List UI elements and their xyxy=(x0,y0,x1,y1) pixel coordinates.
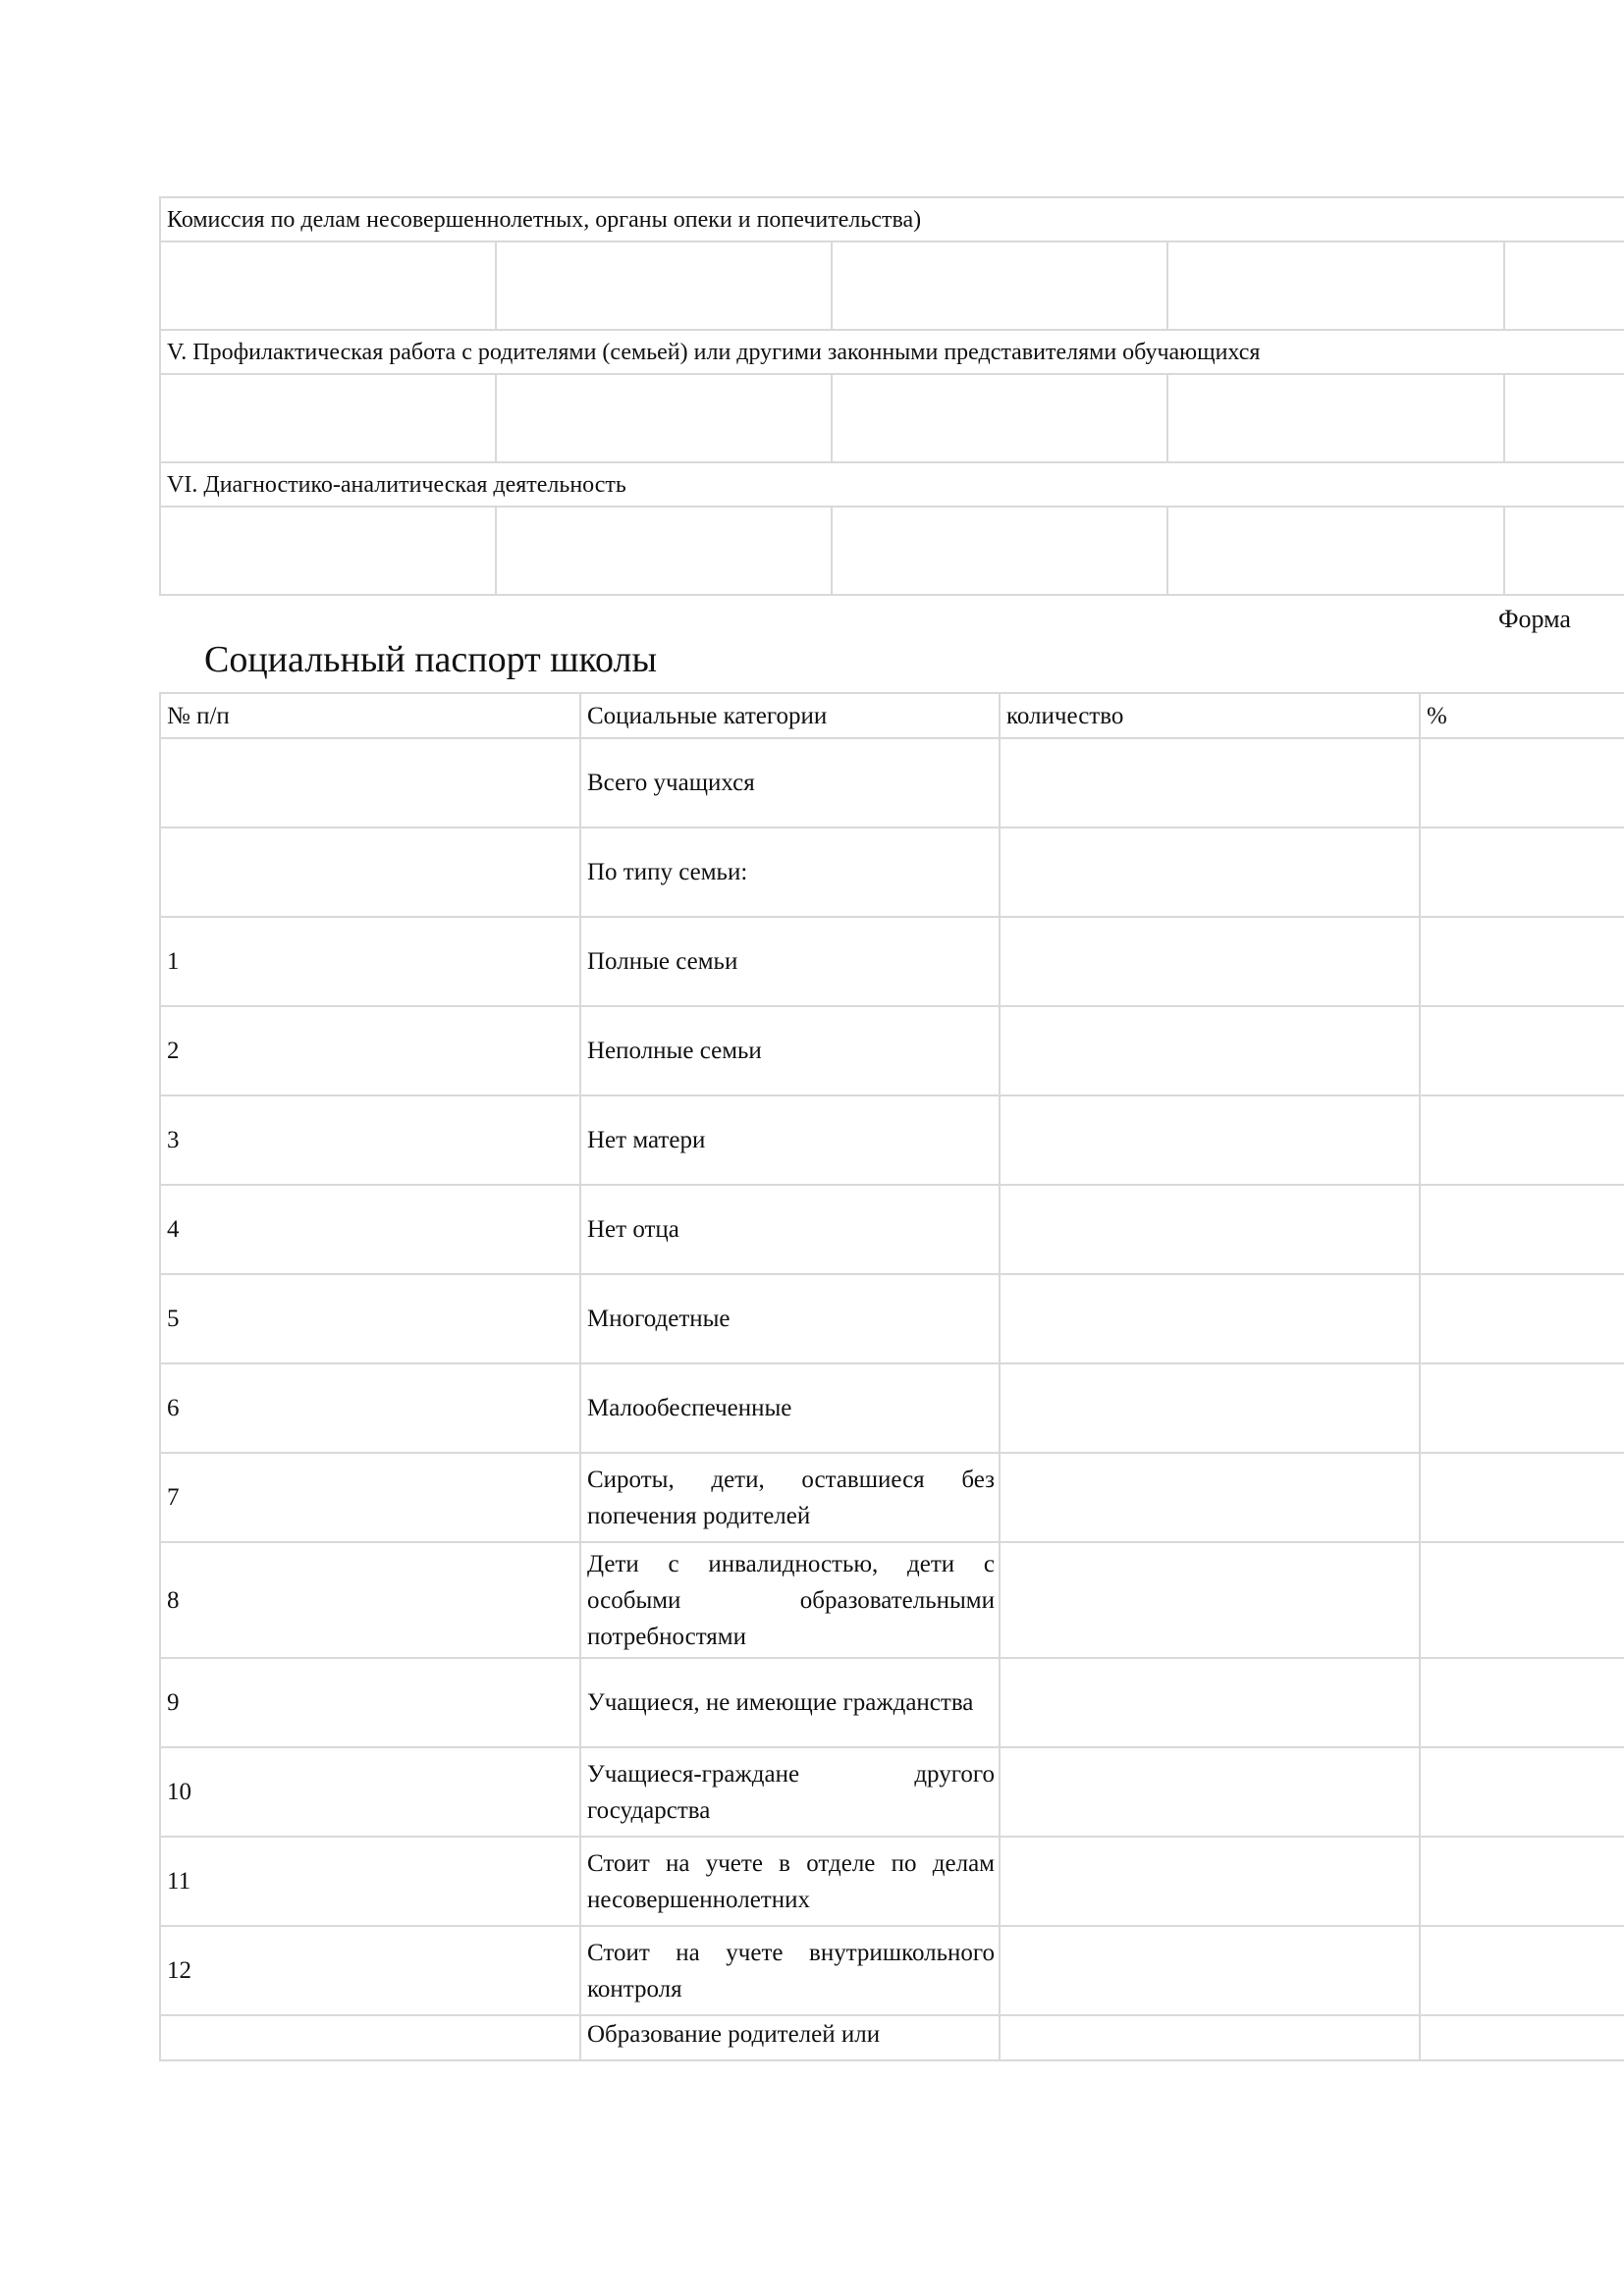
empty-cell xyxy=(160,241,496,330)
percent-cell xyxy=(1420,2015,1624,2060)
row-category: Нет отца xyxy=(580,1185,1000,1274)
table-row xyxy=(160,917,1624,1006)
table-row xyxy=(160,1658,1624,1747)
row-category: Дети с инвалидностью, дети с особыми образовательными потребностями xyxy=(580,1542,1000,1658)
empty-cell xyxy=(1504,374,1624,462)
table-row xyxy=(160,1747,1624,1837)
empty-cell xyxy=(1504,507,1624,595)
table-row xyxy=(160,1453,1624,1542)
percent-cell xyxy=(1420,1185,1624,1274)
social-passport-table xyxy=(159,692,1624,2061)
table-row xyxy=(160,1542,1624,1658)
empty-cell xyxy=(832,507,1167,595)
count-cell xyxy=(1000,1006,1420,1095)
count-cell xyxy=(1000,1747,1420,1837)
row-category: Учащиеся-граждане другого государства xyxy=(580,1747,1000,1837)
percent-cell xyxy=(1420,1006,1624,1095)
empty-cell xyxy=(832,374,1167,462)
empty-cell xyxy=(1167,374,1504,462)
header-category: Социальные категории xyxy=(580,693,1000,738)
percent-cell xyxy=(1420,1837,1624,1926)
percent-cell xyxy=(1420,917,1624,1006)
count-cell xyxy=(1000,1185,1420,1274)
percent-cell xyxy=(1420,1453,1624,1542)
row-number: 9 xyxy=(160,1658,580,1747)
row-number: 12 xyxy=(160,1926,580,2015)
row-number: 1 xyxy=(160,917,580,1006)
percent-cell xyxy=(1420,1542,1624,1658)
header-number: № п/п xyxy=(160,693,580,738)
page-title: Социальный паспорт школы xyxy=(204,639,658,680)
table-row xyxy=(160,1274,1624,1363)
percent-cell xyxy=(1420,1274,1624,1363)
section-title: Комиссия по делам несовершеннолетных, органы опеки и попечительства) xyxy=(160,197,1624,241)
table-row xyxy=(160,1095,1624,1185)
empty-cell xyxy=(1167,241,1504,330)
empty-cell xyxy=(496,374,832,462)
row-number xyxy=(160,738,580,828)
count-cell xyxy=(1000,1453,1420,1542)
empty-cell xyxy=(1504,241,1624,330)
activity-plan-table xyxy=(159,196,1624,596)
percent-cell xyxy=(1420,1658,1624,1747)
row-category: По типу семьи: xyxy=(580,828,1000,917)
empty-cell xyxy=(160,374,496,462)
table-row xyxy=(160,1926,1624,2015)
section-row xyxy=(160,330,1624,374)
form-label: Форма xyxy=(1498,605,1571,633)
section-row xyxy=(160,462,1624,507)
count-cell xyxy=(1000,1658,1420,1747)
row-category: Всего учащихся xyxy=(580,738,1000,828)
row-category: Неполные семьи xyxy=(580,1006,1000,1095)
row-category: Полные семьи xyxy=(580,917,1000,1006)
section-title: V. Профилактическая работа с родителями (семьей) или другими законными представителями обучающихся xyxy=(160,330,1624,374)
row-number: 11 xyxy=(160,1837,580,1926)
table-row xyxy=(160,2015,1624,2060)
header-percent: % xyxy=(1420,693,1624,738)
percent-cell xyxy=(1420,828,1624,917)
percent-cell xyxy=(1420,738,1624,828)
count-cell xyxy=(1000,1095,1420,1185)
count-cell xyxy=(1000,1926,1420,2015)
row-category: Нет матери xyxy=(580,1095,1000,1185)
percent-cell xyxy=(1420,1926,1624,2015)
table-row xyxy=(160,738,1624,828)
empty-cell xyxy=(496,241,832,330)
blank-row xyxy=(160,374,1624,462)
count-cell xyxy=(1000,1542,1420,1658)
table-row xyxy=(160,1363,1624,1453)
blank-row xyxy=(160,241,1624,330)
table-row xyxy=(160,1006,1624,1095)
section-row xyxy=(160,197,1624,241)
row-number: 7 xyxy=(160,1453,580,1542)
row-number xyxy=(160,828,580,917)
row-category: Многодетные xyxy=(580,1274,1000,1363)
row-category: Малообеспеченные xyxy=(580,1363,1000,1453)
empty-cell xyxy=(832,241,1167,330)
count-cell xyxy=(1000,917,1420,1006)
percent-cell xyxy=(1420,1095,1624,1185)
row-category: Стоит на учете в отделе по делам несовершеннолетних xyxy=(580,1837,1000,1926)
count-cell xyxy=(1000,738,1420,828)
empty-cell xyxy=(496,507,832,595)
count-cell xyxy=(1000,1363,1420,1453)
row-number: 2 xyxy=(160,1006,580,1095)
row-number: 6 xyxy=(160,1363,580,1453)
section-title: VI. Диагностико-аналитическая деятельность xyxy=(160,462,1624,507)
empty-cell xyxy=(160,507,496,595)
percent-cell xyxy=(1420,1363,1624,1453)
count-cell xyxy=(1000,1837,1420,1926)
empty-cell xyxy=(1167,507,1504,595)
header-row xyxy=(160,693,1624,738)
percent-cell xyxy=(1420,1747,1624,1837)
row-number: 10 xyxy=(160,1747,580,1837)
table-row xyxy=(160,828,1624,917)
row-number xyxy=(160,2015,580,2060)
row-number: 8 xyxy=(160,1542,580,1658)
row-number: 3 xyxy=(160,1095,580,1185)
table-row xyxy=(160,1185,1624,1274)
row-category: Образование родителей или xyxy=(580,2015,1000,2060)
count-cell xyxy=(1000,1274,1420,1363)
row-number: 5 xyxy=(160,1274,580,1363)
row-number: 4 xyxy=(160,1185,580,1274)
row-category: Учащиеся, не имеющие гражданства xyxy=(580,1658,1000,1747)
blank-row xyxy=(160,507,1624,595)
table-row xyxy=(160,1837,1624,1926)
row-category: Сироты, дети, оставшиеся без попечения родителей xyxy=(580,1453,1000,1542)
header-count: количество xyxy=(1000,693,1420,738)
row-category: Стоит на учете внутришкольного контроля xyxy=(580,1926,1000,2015)
count-cell xyxy=(1000,828,1420,917)
count-cell xyxy=(1000,2015,1420,2060)
